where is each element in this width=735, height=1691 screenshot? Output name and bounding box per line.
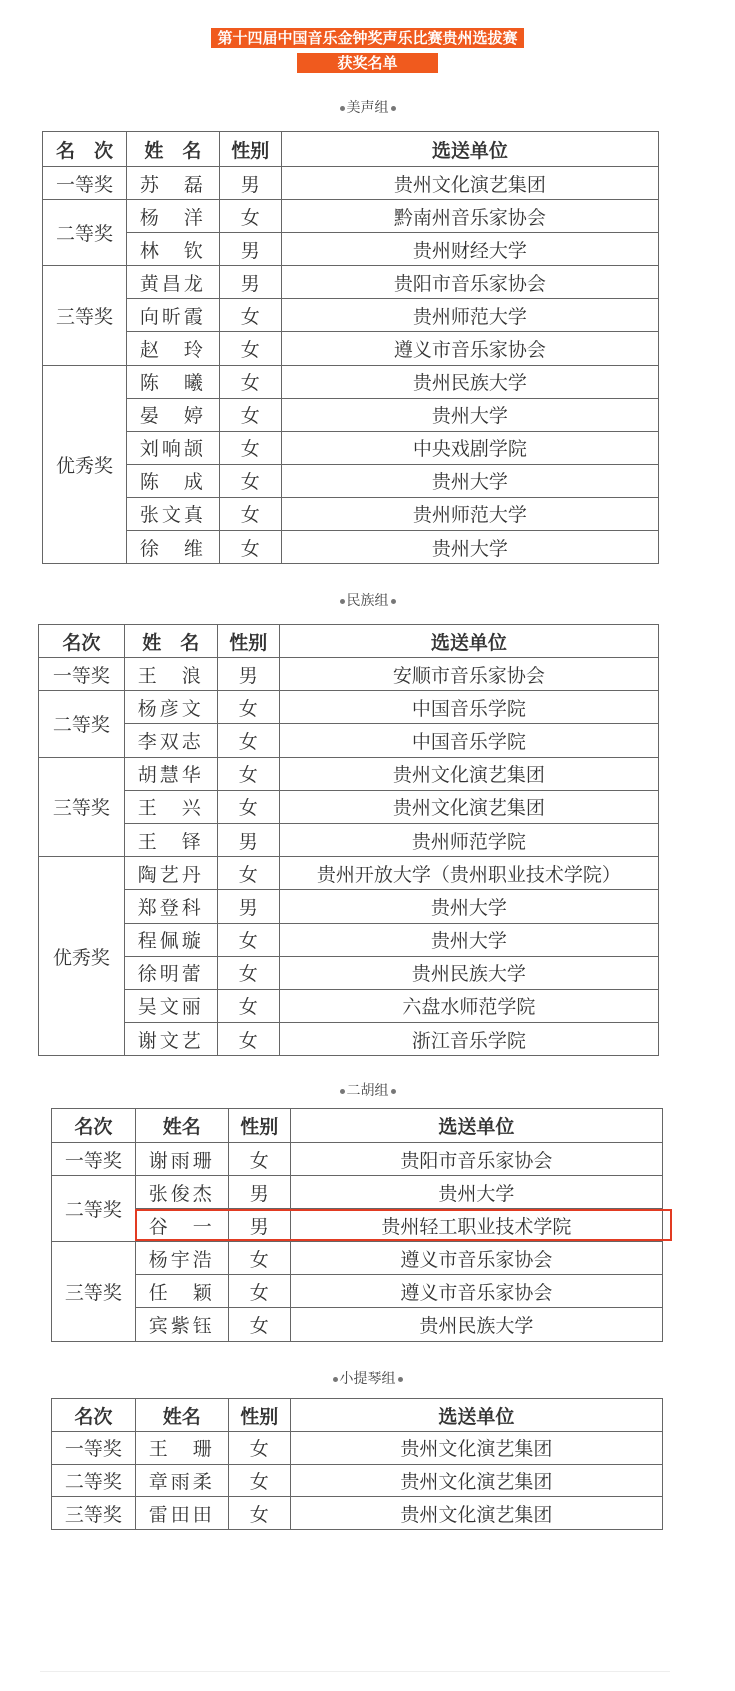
winner-unit: 六盘水师范学院 [279,989,658,1022]
table-row [39,790,659,823]
winner-name: 王 兴 [124,790,217,823]
winner-unit: 贵州大学 [281,464,658,497]
winner-name: 李双志 [124,724,217,757]
winner-unit: 贵阳市音乐家协会 [290,1143,662,1176]
title-banner [0,28,735,48]
winner-gender: 女 [219,332,281,365]
winner-unit: 黔南州音乐家协会 [281,200,658,233]
group-label-violin [0,1368,735,1388]
header-unit: 选送单位 [281,132,658,167]
header-name: 姓 名 [124,625,217,658]
winner-unit: 贵州师范大学 [281,299,658,332]
winner-gender: 女 [217,923,279,956]
winner-unit: 贵州大学 [281,531,658,564]
table-row [52,1176,663,1209]
bullet-icon [391,1089,396,1094]
winner-unit: 贵州文化演艺集团 [279,790,658,823]
winner-unit: 遵义市音乐家协会 [290,1275,662,1308]
header-rank: 名 次 [43,132,127,167]
winner-unit: 贵州民族大学 [290,1308,662,1341]
winner-gender: 女 [228,1308,290,1341]
winner-unit: 贵州文化演艺集团 [279,757,658,790]
winner-name: 谷 一 [135,1209,228,1242]
winner-name: 苏 磊 [126,167,219,200]
winner-gender: 女 [219,200,281,233]
winner-unit: 贵州大学 [279,923,658,956]
winner-name: 杨宇浩 [135,1242,228,1275]
winner-gender: 女 [228,1242,290,1275]
table-row [43,398,659,431]
winner-gender: 女 [217,790,279,823]
bullet-icon [340,1089,345,1094]
group-name: 民族组 [346,593,389,609]
winner-gender: 女 [217,757,279,790]
bullet-icon [398,1377,403,1382]
winner-name: 宾紫钰 [135,1308,228,1341]
bullet-icon [391,106,396,111]
winner-gender: 女 [219,531,281,564]
winner-unit: 浙江音乐学院 [279,1023,658,1056]
winner-name: 张俊杰 [135,1176,228,1209]
winner-name: 王 铎 [124,823,217,856]
table-row [39,691,659,724]
winner-unit: 贵州文化演艺集团 [290,1432,662,1465]
winner-unit: 贵州文化演艺集团 [290,1464,662,1497]
winner-name: 章雨柔 [135,1464,228,1497]
winner-gender: 女 [228,1464,290,1497]
bullet-icon [391,599,396,604]
winner-gender: 女 [217,956,279,989]
winner-name: 吴文丽 [124,989,217,1022]
bullet-icon [340,106,345,111]
table-header-row [52,1109,663,1143]
bullet-icon [340,599,345,604]
page-title: 第十四届中国音乐金钟奖声乐比赛贵州选拔赛 [211,28,523,48]
table-row [43,365,659,398]
table-row [43,200,659,233]
winner-gender: 女 [219,464,281,497]
winner-gender: 女 [217,1023,279,1056]
table-row [43,299,659,332]
group-name: 小提琴组 [339,1371,396,1387]
table-row [39,757,659,790]
winner-gender: 男 [217,890,279,923]
table-row [43,233,659,266]
header-rank: 名次 [52,1399,136,1432]
winner-unit: 贵州民族大学 [281,365,658,398]
winner-name: 晏 婷 [126,398,219,431]
winner-unit: 遵义市音乐家协会 [290,1242,662,1275]
winner-gender: 女 [219,365,281,398]
winner-name: 谢雨珊 [135,1143,228,1176]
header-gender: 性别 [228,1399,290,1432]
winner-unit: 贵州大学 [281,398,658,431]
prize-label: 优秀奖 [39,857,125,1056]
table-row [52,1497,663,1530]
group-label-ethnic [0,590,735,610]
table-row [43,167,659,200]
prize-label: 二等奖 [52,1464,136,1497]
winner-unit: 贵州大学 [290,1176,662,1209]
winner-name: 陈 曦 [126,365,219,398]
winner-unit: 贵州民族大学 [279,956,658,989]
table-row [52,1432,663,1465]
winner-unit: 贵州师范大学 [281,497,658,530]
table-header-row [43,132,659,167]
table-row [39,823,659,856]
winner-gender: 男 [219,266,281,299]
table-row [39,658,659,691]
subtitle-banner [0,53,735,73]
winner-unit: 中国音乐学院 [279,691,658,724]
table-row [52,1275,663,1308]
award-table-ethnic [38,624,659,1056]
winner-unit: 贵州开放大学（贵州职业技术学院） [279,857,658,890]
winner-unit: 贵州师范学院 [279,823,658,856]
table-row [43,266,659,299]
winner-name: 徐明蕾 [124,956,217,989]
award-table-bel-canto [42,131,659,564]
winner-name: 刘响颉 [126,431,219,464]
header-name: 姓名 [135,1109,228,1143]
header-rank: 名次 [39,625,125,658]
header-gender: 性别 [228,1109,290,1143]
prize-label: 二等奖 [43,200,127,266]
table-row [39,857,659,890]
winner-gender: 女 [217,857,279,890]
winner-unit: 遵义市音乐家协会 [281,332,658,365]
group-name: 美声组 [346,100,389,116]
winner-name: 程佩璇 [124,923,217,956]
winner-gender: 男 [219,233,281,266]
prize-label: 二等奖 [52,1176,136,1242]
winner-name: 王 浪 [124,658,217,691]
header-name: 姓 名 [126,132,219,167]
winner-unit: 中国音乐学院 [279,724,658,757]
winner-unit: 安顺市音乐家协会 [279,658,658,691]
winner-name: 赵 玲 [126,332,219,365]
table-row [39,724,659,757]
prize-label: 三等奖 [43,266,127,365]
winner-name: 林 钦 [126,233,219,266]
table-row [52,1308,663,1341]
table-row [43,431,659,464]
bullet-icon [333,1377,338,1382]
winner-unit: 贵州大学 [279,890,658,923]
prize-label: 一等奖 [43,167,127,200]
prize-label: 优秀奖 [43,365,127,564]
winner-gender: 男 [228,1209,290,1242]
table-header-row [39,625,659,658]
winner-unit: 中央戏剧学院 [281,431,658,464]
table-row [39,890,659,923]
winner-gender: 男 [228,1176,290,1209]
winner-gender: 男 [219,167,281,200]
header-gender: 性别 [219,132,281,167]
table-row [52,1242,663,1275]
table-row [43,332,659,365]
winner-gender: 女 [228,1143,290,1176]
winner-name: 张文真 [126,497,219,530]
table-header-row [52,1399,663,1432]
table-row [52,1464,663,1497]
prize-label: 三等奖 [52,1497,136,1530]
winner-name: 陶艺丹 [124,857,217,890]
winner-unit: 贵州轻工职业技术学院 [290,1209,662,1242]
winner-unit: 贵州财经大学 [281,233,658,266]
table-row [43,531,659,564]
table-row [39,989,659,1022]
winner-gender: 女 [228,1432,290,1465]
group-name: 二胡组 [346,1083,389,1099]
prize-label: 一等奖 [52,1432,136,1465]
winner-name: 杨彦文 [124,691,217,724]
highlight-box [135,1209,672,1241]
winner-unit: 贵阳市音乐家协会 [281,266,658,299]
winner-name: 任 颖 [135,1275,228,1308]
winner-unit: 贵州文化演艺集团 [290,1497,662,1530]
winner-name: 黄昌龙 [126,266,219,299]
winner-name: 郑登科 [124,890,217,923]
prize-label: 一等奖 [52,1143,136,1176]
winner-gender: 女 [219,398,281,431]
prize-label: 二等奖 [39,691,125,757]
winner-gender: 女 [219,497,281,530]
winner-name: 杨 洋 [126,200,219,233]
prize-label: 三等奖 [39,757,125,857]
header-rank: 名次 [52,1109,136,1143]
divider [40,1671,670,1672]
header-unit: 选送单位 [279,625,658,658]
winner-name: 陈 成 [126,464,219,497]
winner-gender: 女 [219,299,281,332]
winner-gender: 男 [217,823,279,856]
winner-gender: 男 [217,658,279,691]
prize-label: 一等奖 [39,658,125,691]
group-label-erhu [0,1080,735,1100]
header-unit: 选送单位 [290,1109,662,1143]
winner-gender: 女 [217,724,279,757]
group-label-bel-canto [0,97,735,117]
header-gender: 性别 [217,625,279,658]
winner-unit: 贵州文化演艺集团 [281,167,658,200]
winner-name: 王 珊 [135,1432,228,1465]
header-unit: 选送单位 [290,1399,662,1432]
winner-name: 向昕霞 [126,299,219,332]
table-row [43,497,659,530]
winner-name: 徐 维 [126,531,219,564]
winner-gender: 女 [219,431,281,464]
winner-gender: 女 [217,691,279,724]
winner-gender: 女 [228,1275,290,1308]
winner-name: 谢文艺 [124,1023,217,1056]
table-row [43,464,659,497]
header-name: 姓名 [135,1399,228,1432]
table-row [39,923,659,956]
table-row [52,1143,663,1176]
winner-gender: 女 [217,989,279,1022]
prize-label: 三等奖 [52,1242,136,1341]
winner-gender: 女 [228,1497,290,1530]
page-subtitle: 获奖名单 [297,53,437,73]
winner-name: 雷田田 [135,1497,228,1530]
winner-name: 胡慧华 [124,757,217,790]
table-row [39,1023,659,1056]
award-table-violin [51,1398,663,1530]
table-row [39,956,659,989]
